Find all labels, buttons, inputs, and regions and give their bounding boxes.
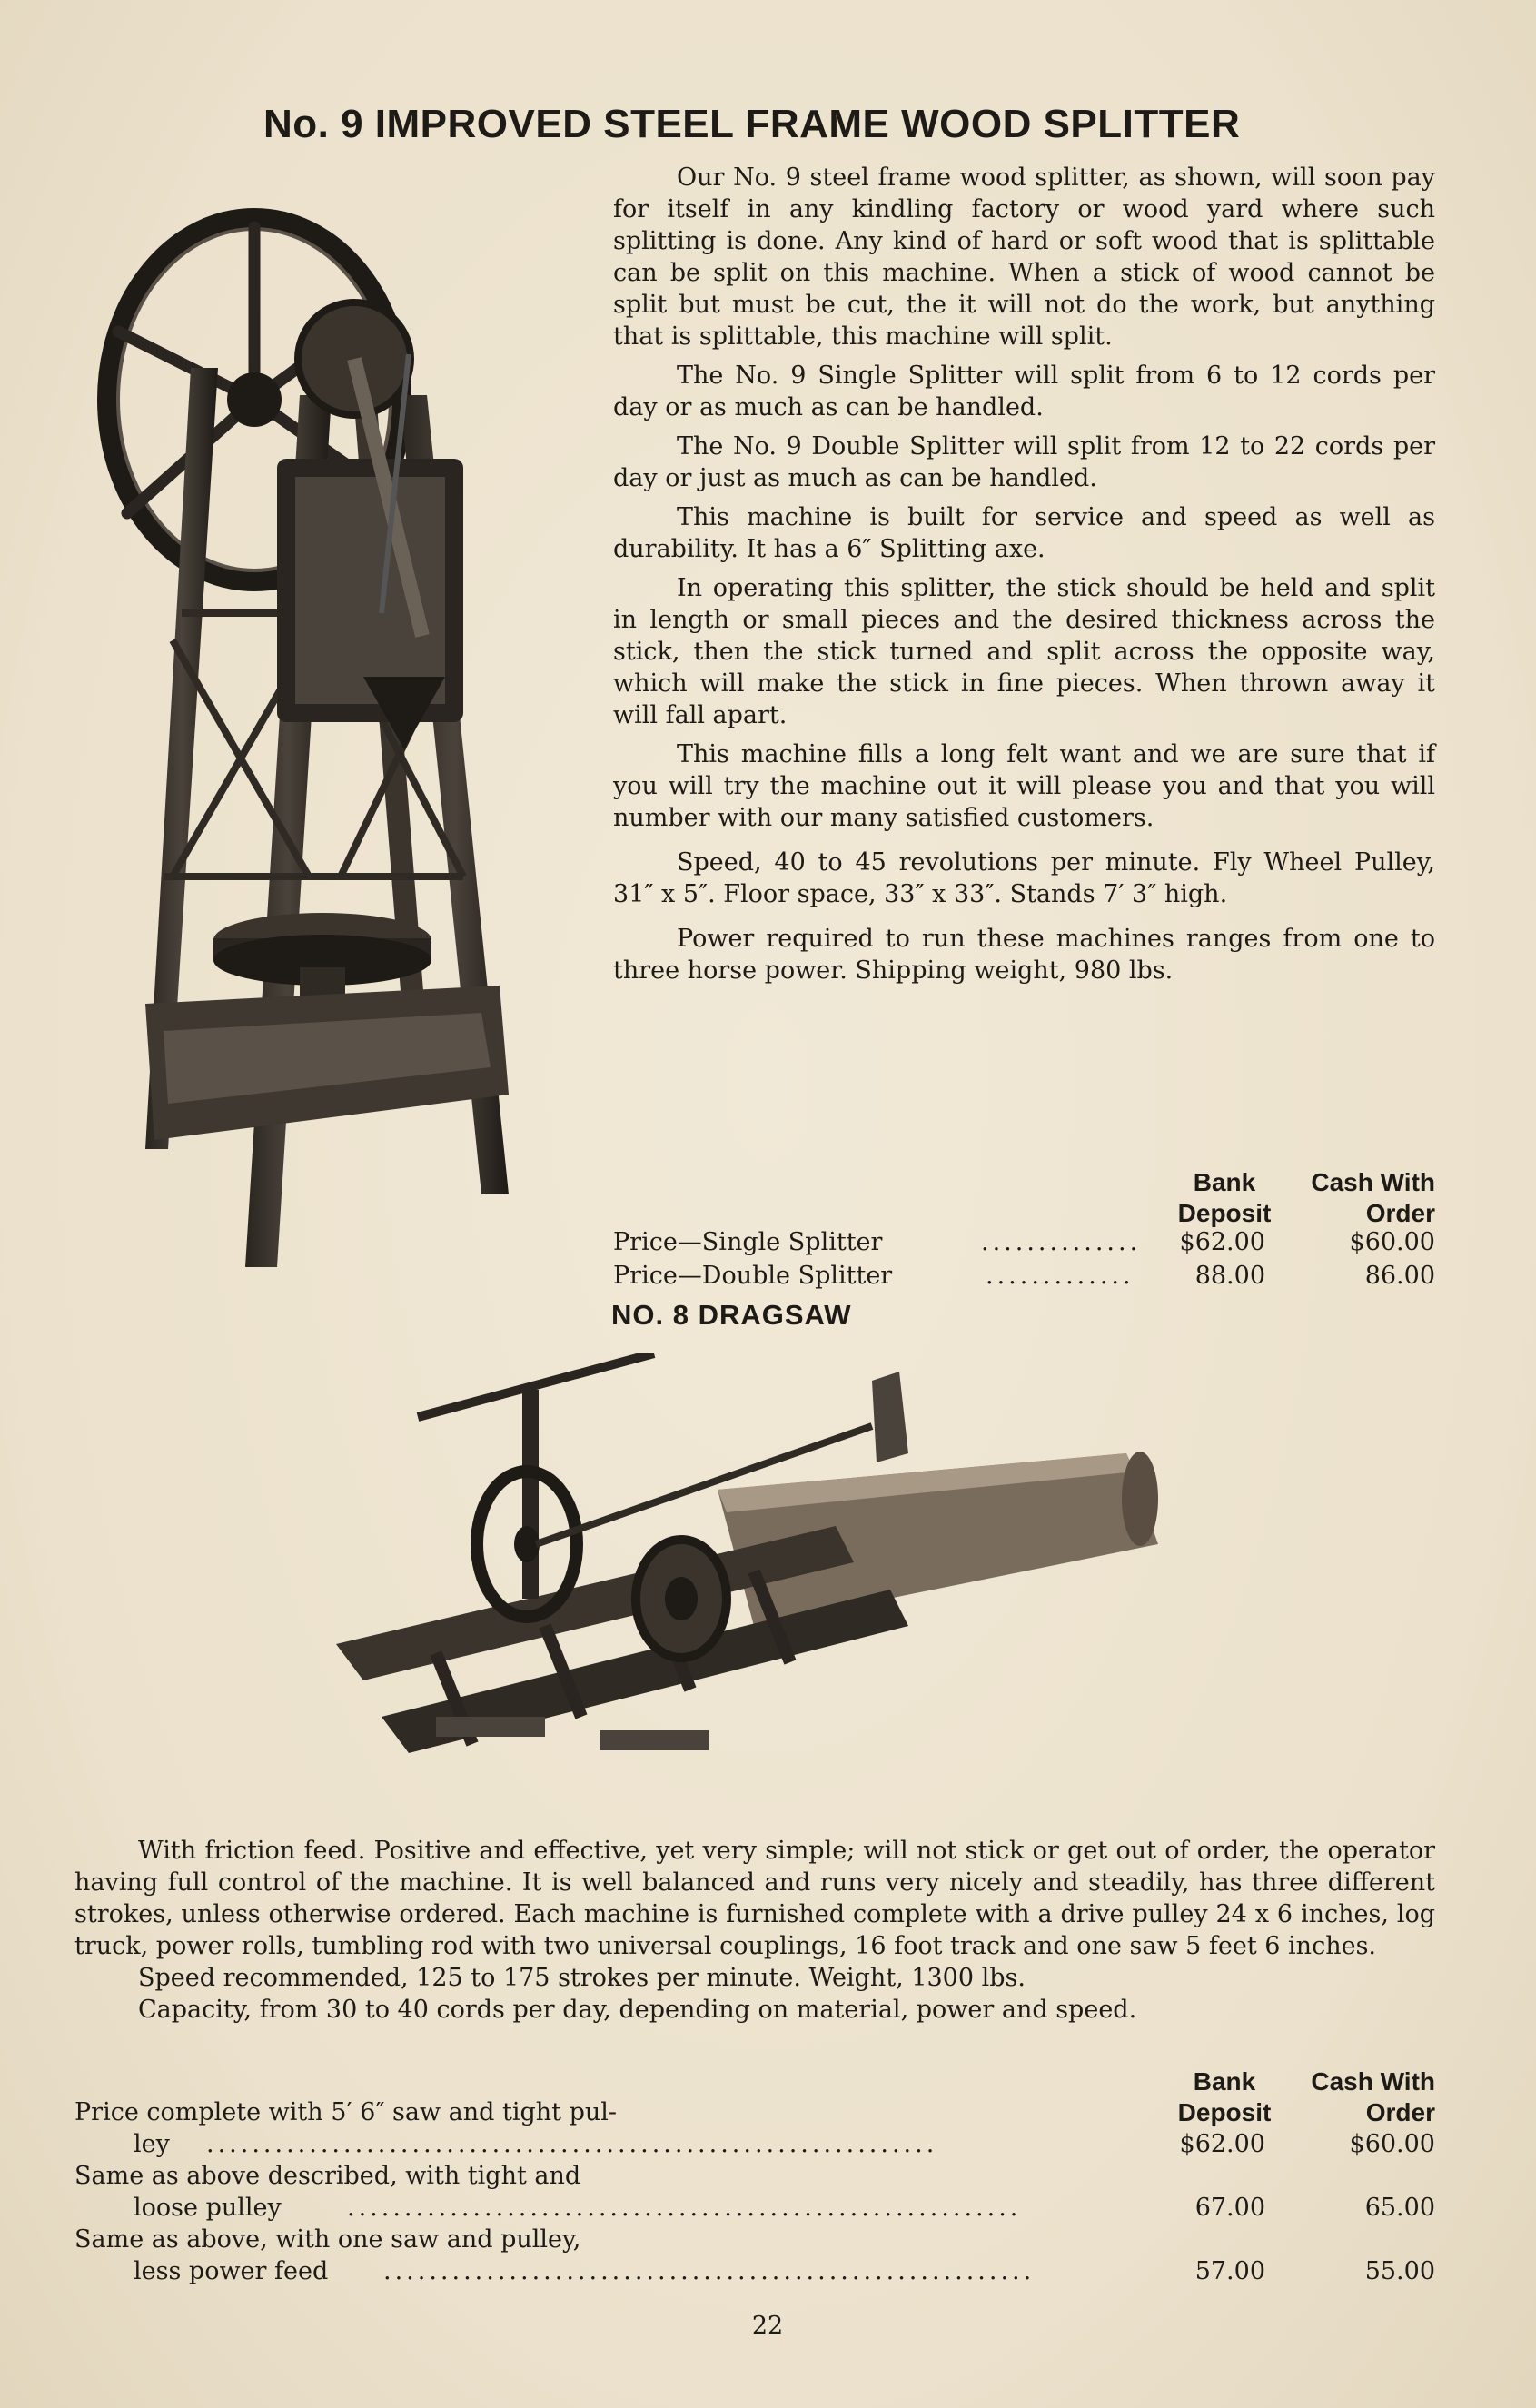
bank-deposit-header: Bank Deposit — [1177, 1168, 1272, 1227]
price-cash-with-order: 86.00 — [1364, 1262, 1435, 1290]
splitter-paragraph: This machine fills a long felt want and we are sure that if you will try the machine out it will please you and that you will number with our many satisfied customers. — [613, 740, 1435, 832]
price-label-line1: Same as above described, with tight and — [74, 2162, 581, 2190]
price-row-single-splitter — [613, 1226, 1435, 1259]
splitter-power: Power required to run these machines ranges from one to three horse power. Shipping weight, 980 lbs. — [613, 925, 1435, 985]
splitter-paragraph: The No. 9 Double Splitter will split from 12 to 22 cords per day or just as much as can be handled. — [613, 432, 1435, 492]
dragsaw-capacity: Capacity, from 30 to 40 cords per day, depending on material, power and speed. — [138, 1996, 1137, 2024]
bank-deposit-header: Bank Deposit — [1177, 2067, 1272, 2126]
price-bank-deposit: 67.00 — [1194, 2194, 1265, 2222]
cash-with-order-header: Cash With Order — [1311, 2067, 1435, 2126]
price-cash-with-order: $60.00 — [1349, 2130, 1435, 2158]
price-label-line2: loose pulley — [134, 2194, 282, 2222]
dragsaw-description — [74, 1835, 1435, 2026]
price-label: Price—Double Splitter — [613, 1262, 893, 1290]
price-bank-deposit: 88.00 — [1194, 1262, 1265, 1290]
splitter-paragraph: The No. 9 Single Splitter will split from 6 to 12 cords per day or as much as can be handled. — [613, 362, 1435, 421]
price-leader: ......................................................... — [383, 2257, 1036, 2285]
dragsaw-paragraph: With friction feed. Positive and effective, yet very simple; will not stick or get out of order, the operator having full control of the machine. It is well balanced and runs very nicely and steadily, has three different strokes, unless otherwise ordered. Each machine is furnished complete with a drive pulley 24 x 6 inches, log truck, power rolls, tumbling rod with two universal couplings, 16 foot track and one saw 5 feet 6 inches. — [74, 1837, 1435, 1960]
price-bank-deposit: 57.00 — [1194, 2257, 1265, 2285]
splitter-specs: Speed, 40 to 45 revolutions per minute. Fly Wheel Pulley, 31″ x 5″. Floor space, 33″ x 33″. Stands 7′ 3″ high. — [613, 848, 1435, 908]
cash-with-order-header: Cash With Order — [1311, 1168, 1435, 1227]
price-leader: ............. — [986, 1262, 1135, 1290]
price-leader: ................................................................ — [206, 2130, 938, 2158]
dragsaw-illustration — [327, 1353, 1163, 1780]
price-leader: ........................................................... — [347, 2194, 1022, 2222]
page-number: 22 — [751, 2312, 784, 2340]
dragsaw-title: NO. 8 DRAGSAW — [611, 1299, 852, 1331]
dragsaw-speed: Speed recommended, 125 to 175 strokes per minute. Weight, 1300 lbs. — [138, 1964, 1026, 1992]
splitter-paragraph: In operating this splitter, the stick should be held and split in length or small pieces and the desired thickness across the stick, then the stick turned and split across the opposite way, which will make the stick in fine pieces. When thrown away it will fall apart. — [613, 574, 1435, 729]
splitter-paragraph: This machine is built for service and speed as well as durability. It has a 6″ Splitting axe. — [613, 503, 1435, 563]
price-label: Price—Single Splitter — [613, 1228, 883, 1256]
price-cash-with-order: 55.00 — [1364, 2257, 1435, 2285]
price-label-line2: less power feed — [134, 2257, 329, 2285]
price-bank-deposit: $62.00 — [1179, 1228, 1265, 1256]
price-label-line2: ley — [134, 2130, 170, 2158]
page-title: No. 9 IMPROVED STEEL FRAME WOOD SPLITTER — [263, 102, 1241, 146]
price-label-line1: Price complete with 5′ 6″ saw and tight pul- — [74, 2098, 618, 2126]
price-cash-with-order: 65.00 — [1364, 2194, 1435, 2222]
price-cash-with-order: $60.00 — [1349, 1228, 1435, 1256]
price-bank-deposit: $62.00 — [1179, 2130, 1265, 2158]
price-row-double-splitter — [613, 1260, 1435, 1293]
wood-splitter-illustration — [82, 186, 577, 1285]
splitter-paragraph: Our No. 9 steel frame wood splitter, as shown, will soon pay for itself in any kindling factory or wood yard where such splitting is done. Any kind of hard or soft wood that is splittable can be split on this machine. When a stick of wood cannot be split but must be cut, the⁠⁠ it will not do the work, but anything that is splittable, this machine will split. — [613, 164, 1435, 351]
price-leader: .............. — [981, 1228, 1142, 1256]
price-label-line1: Same as above, with one saw and pulley, — [74, 2225, 581, 2254]
splitter-description — [613, 162, 1435, 994]
